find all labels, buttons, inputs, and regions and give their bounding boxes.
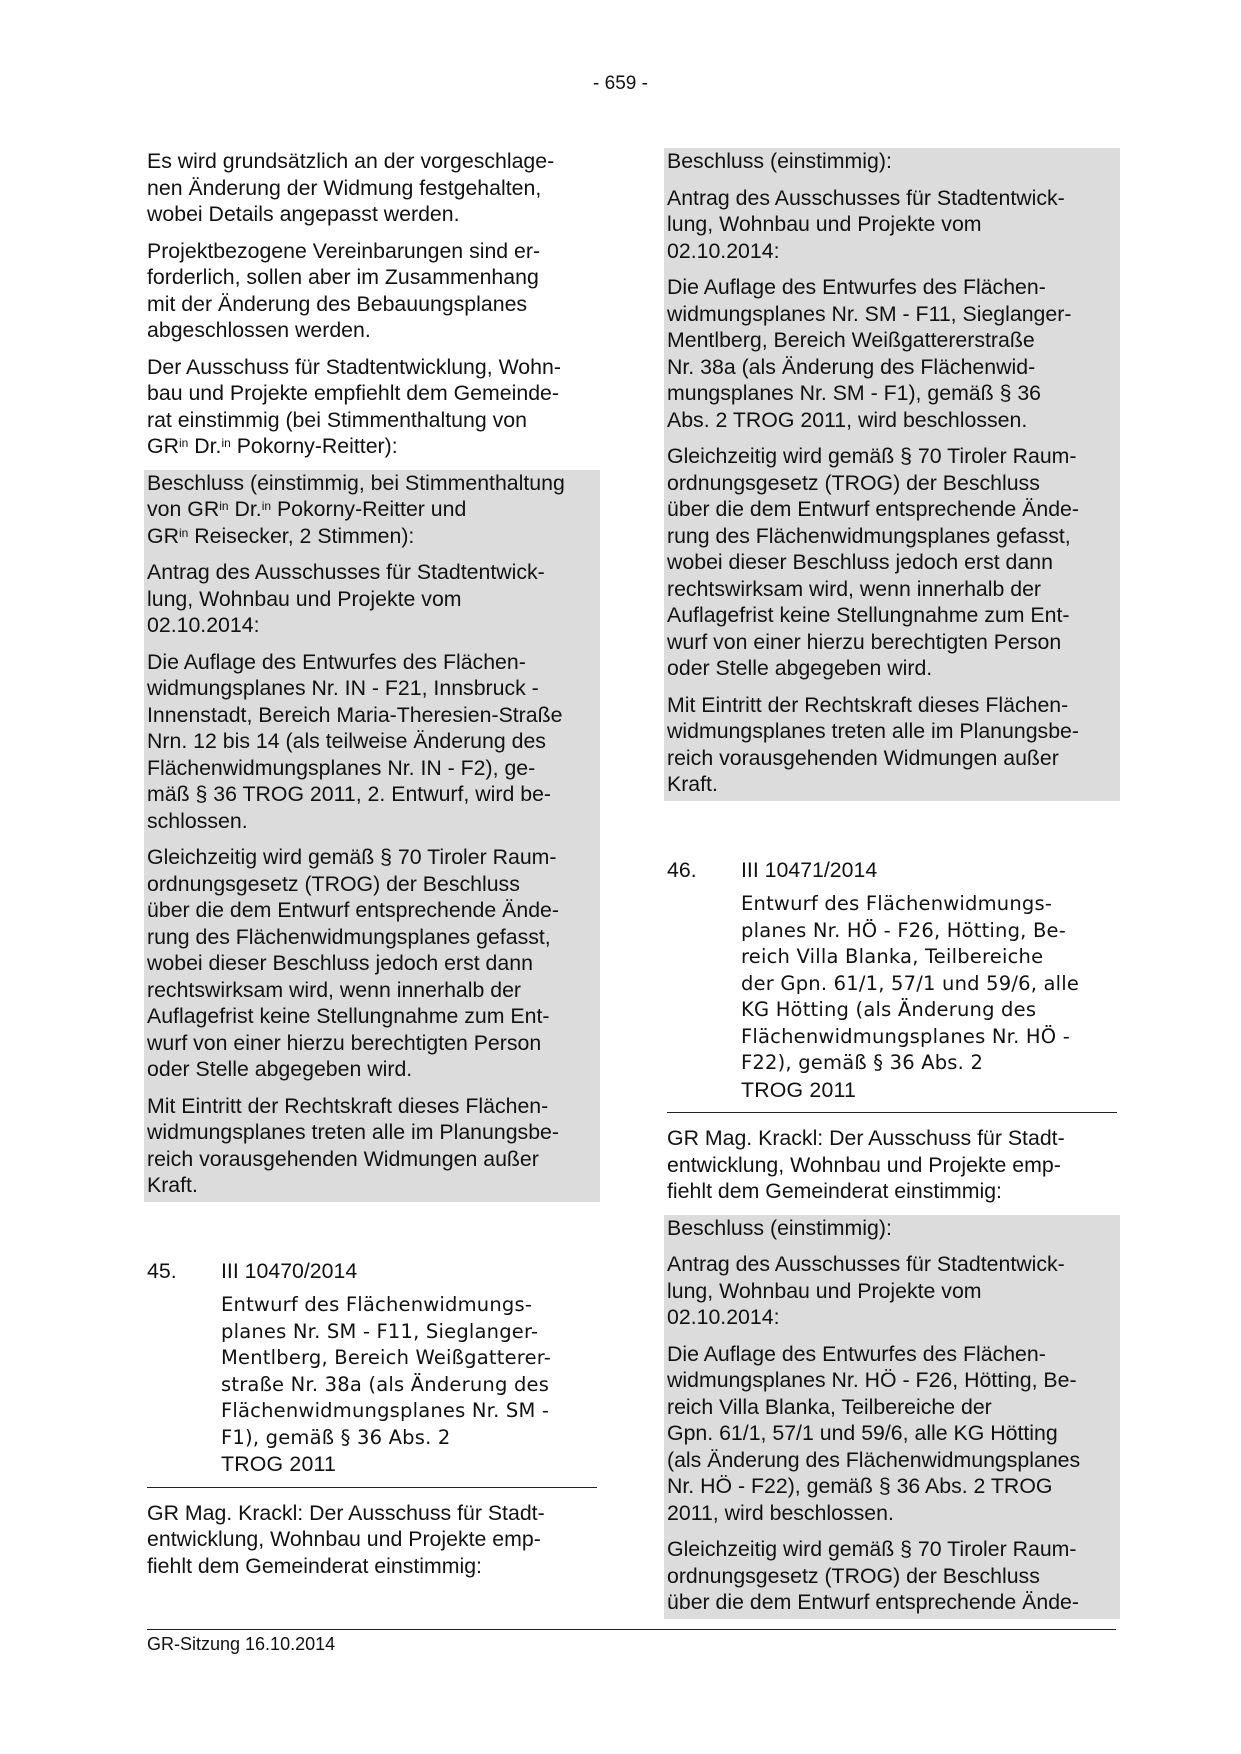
- text-line: Kraft.: [147, 1173, 198, 1197]
- paragraph-antrag: [667, 1251, 1117, 1341]
- paragraph-antrag: [667, 185, 1117, 275]
- text-line: Gleichzeitig wird gemäß § 70 Tiroler Raum-: [147, 845, 557, 869]
- right-column: [667, 148, 1117, 1619]
- text-line: lung, Wohnbau und Projekte vom: [147, 586, 462, 611]
- text-line: wobei Details angepasst werden.: [147, 202, 460, 226]
- text-line: Antrag des Ausschusses für Stadtentwick-: [147, 560, 545, 584]
- text-line: (als Änderung des Flächenwidmungsplanes: [667, 1447, 1081, 1472]
- text-line: Innenstadt, Bereich Maria-Theresien-Straße: [147, 702, 563, 727]
- left-column: [147, 148, 597, 1589]
- footer-session-date: GR-Sitzung 16.10.2014: [147, 1634, 336, 1654]
- agenda-item-45-header: [147, 1258, 597, 1285]
- text-line: Projektbezogene Vereinbarungen sind er-: [147, 238, 541, 263]
- text-line: abgeschlossen werden.: [147, 318, 371, 342]
- text-line: der Gpn. 61/1, 57/1 und 59/6, alle: [741, 971, 1080, 995]
- paragraph-mit-eintritt: [147, 1093, 597, 1199]
- text-line: Flächenwidmungsplanes Nr. IN - F2), ge-: [147, 755, 536, 780]
- paragraph-widmung: [147, 148, 597, 228]
- text-line: Mentlberg, Bereich Weißgattererstraße: [667, 328, 1035, 352]
- text-line: KG Hötting (als Änderung des: [741, 998, 1037, 1021]
- text-line: Es wird grundsätzlich an der vorgeschlage-: [147, 149, 555, 173]
- text-line: widmungsplanes Nr. SM - F11, Sieglanger-: [667, 301, 1072, 326]
- divider: [667, 1112, 1117, 1113]
- text-line: wurf von einer hierzu berechtigten Person: [147, 1030, 542, 1055]
- text-line: Flächenwidmungsplanes Nr. HÖ -: [741, 1024, 1070, 1048]
- text-line: bau und Projekte empfiehlt dem Gemeinde-: [147, 381, 559, 405]
- text-line: GR Mag. Krackl: Der Ausschuss für Stadt-: [667, 1126, 1065, 1150]
- text-line: Nr. HÖ - F22), gemäß § 36 Abs. 2 TROG: [667, 1474, 1053, 1498]
- text-line: Die Auflage des Entwurfes des Flächen-: [667, 275, 1046, 299]
- beschluss-heading: Beschluss (einstimmig):: [667, 1215, 892, 1240]
- text-line: oder Stelle abgegeben wird.: [147, 1057, 413, 1081]
- text-line: rat einstimmig (bei Stimmenthaltung von: [147, 407, 527, 432]
- paragraph-gr-krackl: [147, 1500, 597, 1580]
- divider: [147, 1487, 597, 1488]
- item-number: 45.: [147, 1258, 177, 1283]
- text-line: 02.10.2014:: [667, 238, 780, 263]
- text-line: Gleichzeitig wird gemäß § 70 Tiroler Raum-: [667, 1537, 1077, 1561]
- paragraph-antrag: [147, 559, 597, 649]
- text-line: forderlich, sollen aber im Zusammenhang: [147, 265, 539, 289]
- text-line: F22), gemäß § 36 Abs. 2: [741, 1051, 984, 1074]
- text-line: Antrag des Ausschusses für Stadtentwick-: [667, 185, 1065, 210]
- paragraph-auflage: [667, 274, 1117, 443]
- text-line: mit der Änderung des Bebauungsplanes: [147, 291, 528, 316]
- text-line: mäß § 36 TROG 2011, 2. Entwurf, wird be-: [147, 782, 552, 806]
- text-line: über die dem Entwurf entsprechende Ände-: [147, 898, 559, 922]
- paragraph-gleichzeitig: [147, 844, 597, 1093]
- text-line: rung des Flächenwidmungsplanes gefasst,: [147, 924, 551, 949]
- item-reference: III 10471/2014: [741, 857, 878, 882]
- text-line: rung des Flächenwidmungsplanes gefasst,: [667, 523, 1071, 548]
- text-line: Gleichzeitig wird gemäß § 70 Tiroler Raum-: [667, 444, 1077, 468]
- text-line: ordnungsgesetz (TROG) der Beschluss: [667, 1563, 1040, 1588]
- text-line: Nr. 38a (als Änderung des Flächenwid-: [667, 354, 1036, 379]
- text-line: Mit Eintritt der Rechtskraft dieses Flächen-: [147, 1093, 549, 1118]
- text-line: fiehlt dem Gemeinderat einstimmig:: [667, 1179, 1002, 1203]
- text-line: Die Auflage des Entwurfes des Flächen-: [667, 1341, 1046, 1366]
- text-line: oder Stelle abgegeben wird.: [667, 656, 933, 680]
- text-line: Der Ausschuss für Stadtentwicklung, Wohn-: [147, 354, 561, 379]
- paragraph-mit-eintritt: [667, 692, 1117, 798]
- text-line: 02.10.2014:: [667, 1305, 780, 1329]
- paragraph-ausschuss-empfehlung: [147, 354, 597, 460]
- paragraph-auflage: [667, 1341, 1117, 1537]
- text-line: Die Auflage des Entwurfes des Flächen-: [147, 649, 526, 674]
- text-line: Auflagefrist keine Stellungnahme zum Ent-: [147, 1004, 550, 1028]
- text-line: rechtswirksam wird, wenn innerhalb der: [147, 977, 522, 1002]
- text-line: Abs. 2 TROG 2011, wird beschlossen.: [667, 407, 1028, 432]
- text-line: fiehlt dem Gemeinderat einstimmig:: [147, 1553, 482, 1578]
- text-line: ordnungsgesetz (TROG) der Beschluss: [147, 871, 520, 896]
- item-reference: III 10470/2014: [221, 1258, 358, 1283]
- text-line: Nrn. 12 bis 14 (als teilweise Änderung des: [147, 729, 546, 753]
- text-line: $GR^{in}$ Dr.$^{in}$ Pokorny-Reitter):: [147, 434, 398, 458]
- text-line: Mit Eintritt der Rechtskraft dieses Flächen-: [667, 692, 1069, 717]
- beschluss-heading: Beschluss (einstimmig):: [667, 149, 892, 173]
- text-line: nen Änderung der Widmung festgehalten,: [147, 175, 542, 200]
- text-line: Entwurf des Flächenwidmungs-: [741, 892, 1053, 915]
- text-line: reich Villa Blanka, Teilbereiche der: [667, 1394, 992, 1419]
- text-line: entwicklung, Wohnbau und Projekte emp-: [667, 1152, 1061, 1177]
- text-line: reich vorausgehenden Widmungen außer: [147, 1146, 539, 1171]
- text-line: 2011, wird beschlossen.: [667, 1500, 894, 1525]
- text-line: planes Nr. HÖ - F26, Hötting, Be-: [741, 918, 1066, 942]
- text-line: wobei dieser Beschluss jedoch erst dann: [147, 951, 533, 975]
- item-number: 46.: [667, 857, 697, 882]
- agenda-item-45-title: Entwurf des Flächenwidmungs- planes Nr. SM - F11, Sieglanger- Mentlberg, Bereich Weißgatterer- straße Nr. 38a (als Änderung des Flächenwidmungsplanes Nr. SM - F1), gemäß § 36 Abs. 2 TROG 2011: [221, 1293, 551, 1476]
- beschluss-block-3: [664, 1215, 1120, 1619]
- text-line: entwicklung, Wohnbau und Projekte emp-: [147, 1527, 541, 1551]
- text-line: wobei dieser Beschluss jedoch erst dann: [667, 550, 1053, 574]
- text-line: Flächenwidmungsplanes Nr. SM -: [221, 1399, 550, 1422]
- beschluss-block-2: [664, 148, 1120, 801]
- paragraph-gleichzeitig: [667, 1536, 1117, 1616]
- text-line: F1), gemäß § 36 Abs. 2: [221, 1425, 451, 1449]
- agenda-item-46-title: Entwurf des Flächenwidmungs- planes Nr. HÖ - F26, Hötting, Be- reich Villa Blanka, Teilbereiche der Gpn. 61/1, 57/1 und 59/6, alle KG Hötting (als Änderung des Flächenwidmungsplanes Nr. HÖ - F22), gemäß § 36 Abs. 2 TROG 2011: [741, 892, 1080, 1102]
- text-line: reich vorausgehenden Widmungen außer: [667, 745, 1059, 770]
- text-line: lung, Wohnbau und Projekte vom: [667, 1278, 982, 1303]
- text-line: widmungsplanes Nr. IN - F21, Innsbruck -: [147, 676, 539, 700]
- text-line: widmungsplanes Nr. HÖ - F26, Hötting, Be-: [667, 1368, 1077, 1392]
- beschluss-heading: Beschluss (einstimmig, bei Stimmenthaltung von $GR^{in}$ Dr.$^{in}$ Pokorny-Reitter und $GR^{in}$ Reisecker, 2 Stimmen):: [147, 470, 565, 548]
- paragraph-auflage: [147, 649, 597, 845]
- text-line: GR Mag. Krackl: Der Ausschuss für Stadt-: [147, 1500, 545, 1525]
- text-line: Kraft.: [667, 772, 718, 796]
- text-line: rechtswirksam wird, wenn innerhalb der: [667, 576, 1042, 601]
- text-line: reich Villa Blanka, Teilbereiche: [741, 945, 1044, 968]
- page-number: - 659 -: [593, 73, 648, 94]
- text-line: widmungsplanes treten alle im Planungsbe-: [667, 719, 1079, 743]
- paragraph-vereinbarungen: [147, 238, 597, 344]
- text-line: über die dem Entwurf entsprechende Ände-: [667, 497, 1079, 521]
- text-line: 02.10.2014:: [147, 613, 260, 637]
- text-line: wurf von einer hierzu berechtigten Person: [667, 629, 1062, 654]
- text-line: planes Nr. SM - F11, Sieglanger-: [221, 1319, 539, 1343]
- agenda-item-46-header: [667, 857, 1117, 884]
- text-line: über die dem Entwurf entsprechende Ände-: [667, 1590, 1079, 1614]
- text-line: Mentlberg, Bereich Weißgatterer-: [221, 1346, 551, 1369]
- text-line: schlossen.: [147, 808, 248, 833]
- beschluss-block-1: [144, 470, 600, 1202]
- text-line: Antrag des Ausschusses für Stadtentwick-: [667, 1252, 1065, 1276]
- paragraph-gr-krackl: [667, 1125, 1117, 1205]
- footer-divider: [147, 1629, 1116, 1630]
- paragraph-gleichzeitig: [667, 443, 1117, 692]
- text-line: ordnungsgesetz (TROG) der Beschluss: [667, 470, 1040, 495]
- text-line: Auflagefrist keine Stellungnahme zum Ent-: [667, 603, 1070, 627]
- text-line: straße Nr. 38a (als Änderung des: [221, 1372, 550, 1396]
- text-line: Entwurf des Flächenwidmungs-: [221, 1293, 533, 1316]
- text-line: Gpn. 61/1, 57/1 und 59/6, alle KG Hötting: [667, 1421, 1058, 1445]
- text-line: widmungsplanes treten alle im Planungsbe-: [147, 1120, 559, 1144]
- text-line: lung, Wohnbau und Projekte vom: [667, 212, 982, 236]
- text-line: mungsplanes Nr. SM - F1), gemäß § 36: [667, 381, 1042, 405]
